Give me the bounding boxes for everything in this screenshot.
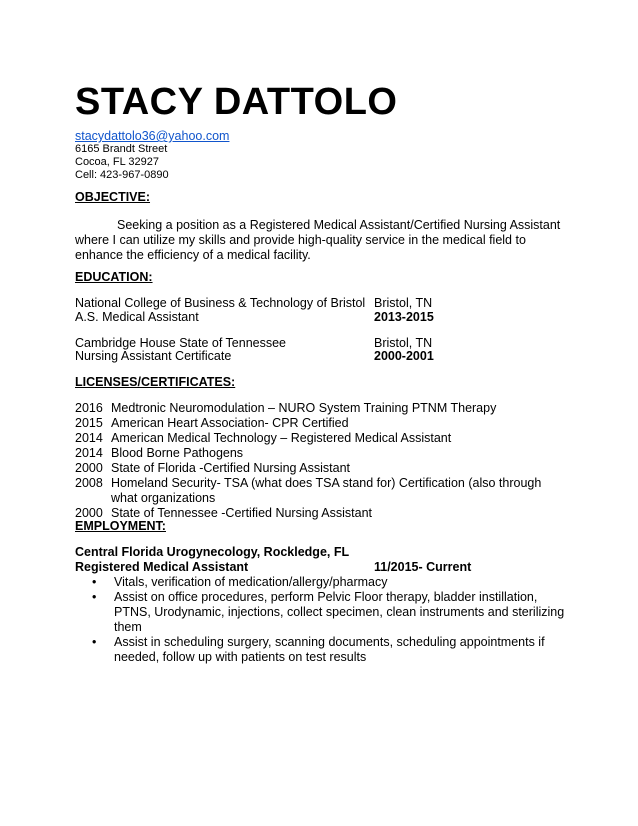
education-degree-row	[75, 349, 435, 363]
license-item	[75, 461, 565, 476]
contact-info	[75, 143, 169, 182]
education-entry	[75, 296, 435, 310]
license-year: 2016	[75, 401, 103, 415]
bullet-icon: •	[92, 635, 97, 649]
list-item	[75, 590, 565, 635]
bullet-icon: •	[92, 590, 97, 604]
list-item	[75, 635, 565, 665]
license-item	[75, 401, 565, 416]
role-row	[75, 560, 565, 575]
education-heading: EDUCATION:	[75, 270, 153, 284]
license-year: 2014	[75, 431, 103, 445]
employment-heading: EMPLOYMENT:	[75, 519, 166, 533]
education-degree-row	[75, 310, 435, 324]
email-link[interactable]: stacydattolo36@yahoo.com	[75, 129, 230, 143]
city-state-zip: Cocoa, FL 32927	[75, 156, 159, 168]
job-title: Registered Medical Assistant	[75, 560, 249, 574]
employment-entry	[75, 545, 565, 665]
degree-years: 2000-2001	[374, 349, 434, 363]
license-item	[75, 431, 565, 446]
license-text: State of Florida -Certified Nursing Assistant	[111, 461, 350, 475]
license-year: 2000	[75, 506, 103, 520]
license-text: American Medical Technology – Registered Medical Assistant	[111, 431, 452, 445]
school-name: Cambridge House State of Tennessee	[75, 336, 287, 350]
cell-phone: Cell: 423-967-0890	[75, 169, 169, 181]
school-location: Bristol, TN	[374, 336, 433, 350]
license-year: 2000	[75, 461, 103, 475]
degree-name: Nursing Assistant Certificate	[75, 349, 232, 363]
candidate-name: STACY DATTOLO	[75, 81, 398, 123]
license-text: American Heart Association- CPR Certified	[111, 416, 349, 430]
licenses-heading: LICENSES/CERTIFICATES:	[75, 375, 236, 389]
license-year: 2015	[75, 416, 103, 430]
street-address: 6165 Brandt Street	[75, 143, 168, 155]
license-text: Homeland Security- TSA (what does TSA stand for) Certification (also through what organizations	[111, 476, 542, 505]
school-name: National College of Business & Technology of Bristol	[75, 296, 366, 310]
objective-heading: OBJECTIVE:	[75, 190, 151, 204]
bullet-icon: •	[92, 575, 97, 589]
license-text: State of Tennessee -Certified Nursing Assistant	[111, 506, 373, 520]
license-item	[75, 446, 565, 461]
duty-text: Vitals, verification of medication/allergy/pharmacy	[114, 575, 388, 589]
license-item	[75, 476, 565, 506]
licenses-list	[75, 401, 565, 521]
degree-name: A.S. Medical Assistant	[75, 310, 199, 324]
license-year: 2014	[75, 446, 103, 460]
job-dates: 11/2015- Current	[374, 560, 472, 574]
duties-list	[75, 575, 565, 665]
employer-name: Central Florida Urogynecology, Rockledge, FL	[75, 545, 350, 559]
duty-text: Assist in scheduling surgery, scanning documents, scheduling appointments if needed, follow up with patients on test results	[114, 635, 545, 664]
objective-text: Seeking a position as a Registered Medical Assistant/Certified Nursing Assistant where I can utilize my skills and provide high-quality service in the medical field to enhance the efficiency of a medical facility.	[75, 218, 561, 262]
list-item	[75, 575, 565, 590]
duty-text: Assist on office procedures, perform Pelvic Floor therapy, bladder instillation, PTNS, Urodynamic, injections, collect specimen, clean instruments and sterilizing them	[114, 590, 565, 634]
license-year: 2008	[75, 476, 103, 490]
license-text: Medtronic Neuromodulation – NURO System Training PTNM Therapy	[111, 401, 497, 415]
license-item	[75, 416, 565, 431]
degree-years: 2013-2015	[374, 310, 434, 324]
school-location: Bristol, TN	[374, 296, 433, 310]
education-entry	[75, 336, 435, 350]
license-text: Blood Borne Pathogens	[111, 446, 244, 460]
